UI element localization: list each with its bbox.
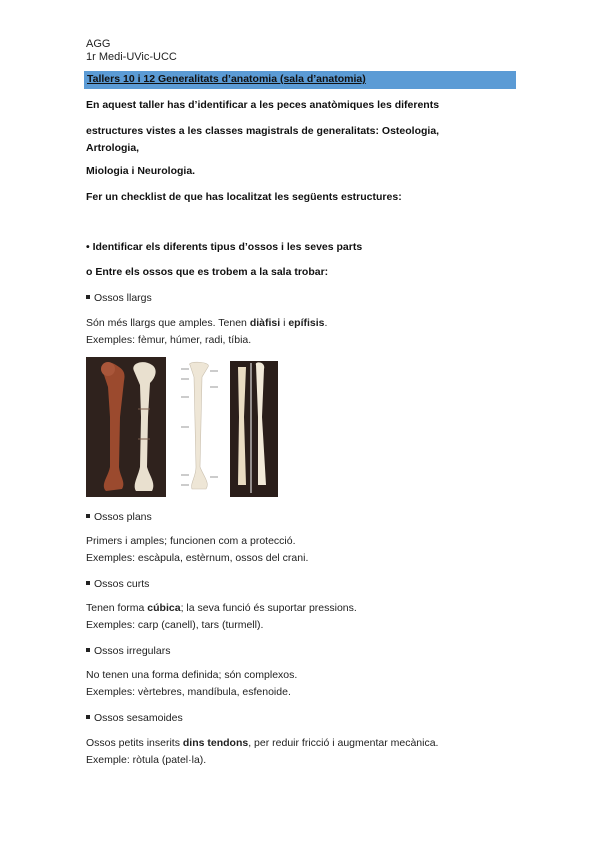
section-heading-irregulars: Ossos irregulars <box>86 645 170 657</box>
section-heading-sesamoides: Ossos sesamoides <box>86 712 183 724</box>
sub-heading: o Entre els ossos que es trobem a la sala trobar: <box>86 266 329 278</box>
section-heading-curts: Ossos curts <box>86 578 149 590</box>
irregulars-examples: Exemples: vèrtebres, mandíbula, esfenoide. <box>86 686 291 698</box>
square-bullet-icon <box>86 514 90 518</box>
panel-3-bg <box>230 361 278 497</box>
curts-description: Tenen forma cúbica; la seva funció és suportar pressions. <box>86 602 357 614</box>
llargs-examples: Exemples: fèmur, húmer, radi, tíbia. <box>86 334 252 346</box>
page-title: Tallers 10 i 12 Generalitats d’anatomia (sala d’anatomia) <box>87 73 366 85</box>
square-bullet-icon <box>86 295 90 299</box>
square-bullet-icon <box>86 648 90 652</box>
header-initials: AGG <box>86 38 111 50</box>
irregulars-description: No tenen una forma definida; són complexos. <box>86 669 298 681</box>
bullet-main: • Identificar els diferents tipus d’ossos i les seves parts <box>86 241 363 253</box>
sesamoides-description: Ossos petits inserits dins tendons, per reduir fricció i augmentar mecànica. <box>86 737 439 749</box>
curts-examples: Exemples: carp (canell), tars (turmell). <box>86 619 264 631</box>
sesamoides-examples: Exemple: ròtula (patel·la). <box>86 754 207 766</box>
section-heading-llargs: Ossos llargs <box>86 292 152 304</box>
intro-line-2: estructures vistes a les classes magistrals de generalitats: Osteologia, <box>86 125 440 137</box>
llargs-description: Són més llargs que amples. Tenen diàfisi i epífisis. <box>86 317 328 329</box>
intro-line-3: Artrologia, <box>86 142 140 154</box>
plans-examples: Exemples: escàpula, estèrnum, ossos del crani. <box>86 552 309 564</box>
section-heading-plans: Ossos plans <box>86 511 152 523</box>
square-bullet-icon <box>86 581 90 585</box>
plans-description: Primers i amples; funcionen com a protecció. <box>86 535 296 547</box>
long-bones-figure <box>86 357 278 497</box>
bones-image <box>86 357 278 497</box>
panel-1-bg <box>86 357 166 497</box>
header-course: 1r Medi-UVic-UCC <box>86 51 177 63</box>
intro-line-5: Fer un checklist de que has localitzat les següents estructures: <box>86 191 402 203</box>
intro-line-1: En aquest taller has d’identificar a les peces anatòmiques les diferents <box>86 99 440 111</box>
intro-line-4: Miologia i Neurologia. <box>86 165 196 177</box>
square-bullet-icon <box>86 715 90 719</box>
